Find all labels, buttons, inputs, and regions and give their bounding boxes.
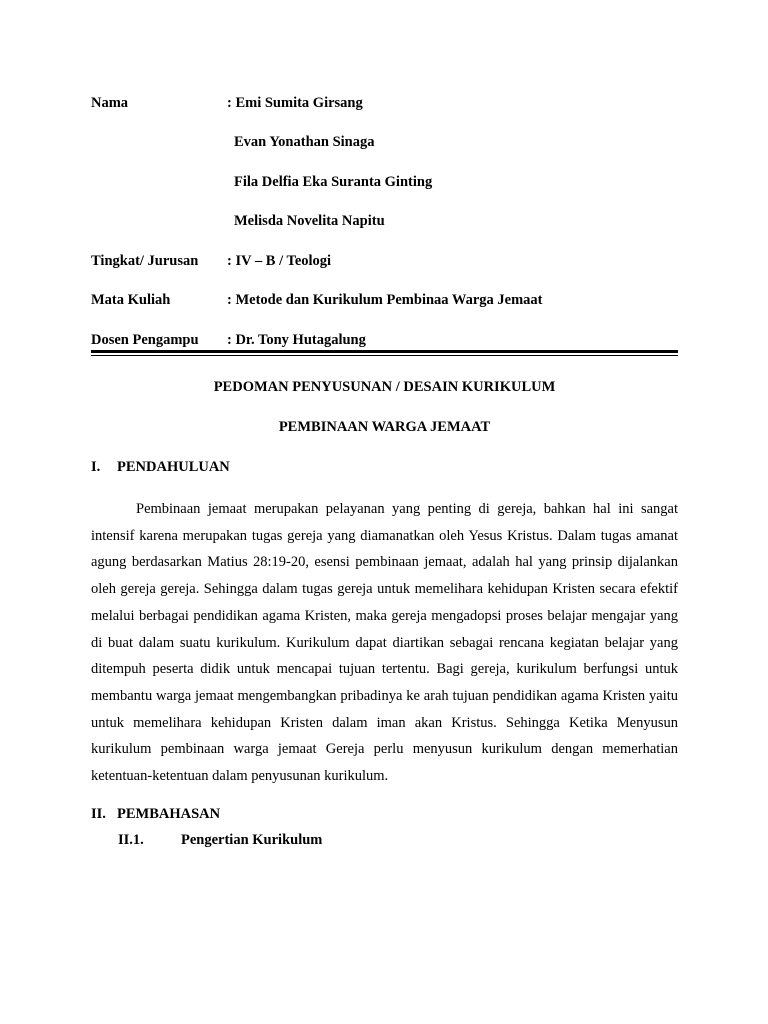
section-number: II. [91,806,106,822]
member-name: Melisda Novelita Napitu [234,213,385,229]
matkul-label: Mata Kuliah [91,292,171,308]
subsection-heading [118,831,322,849]
member-name: Fila Delfia Eka Suranta Ginting [234,174,433,190]
header-divider-thick [91,350,678,353]
nama-value: : Emi Sumita Girsang [227,95,363,111]
subsection-number: II.1. [118,832,144,848]
matkul-row [91,291,543,309]
matkul-value: : Metode dan Kurikulum Pembinaa Warga Jemaat [227,292,543,308]
subsection-title: Pengertian Kurikulum [181,832,323,848]
body-paragraph: Pembinaan jemaat merupakan pelayanan yang penting di gereja, bahkan hal ini sangat intensif karena merupakan tugas gereja yang diamanatkan oleh Yesus Kristus. Dalam tugas amanat agung berdasarkan Matius 28:19-20, esensi pembinaan jemaat, adalah hal yang prinsip dijalankan oleh gereja gereja. Sehingga dalam tugas gereja untuk memelihara kehidupan Kristen secara efektif melalui berbagai pendidikan agama Kristen, maka gereja mengadopsi proses belajar mengajar yang di buat dalam suatu kurikulum. Kurikulum dapat diartikan sebagai rencana kegiatan belajar yang ditempuh peserta didik untuk mencapai tujuan tertentu. Bagi gereja, kurikulum berfungsi untuk membantu warga jemaat mengembangkan pribadinya ke arah tujuan pendidikan agama Kristen yaitu untuk memelihara kehidupan Kristen dalam iman akan Kristus. Sehingga Ketika Menyusun kurikulum pembinaan warga jemaat Gereja perlu menyusun kurikulum dengan memerhatian ketentuan-ketentuan dalam penyusunan kurikulum. [91,501,678,785]
nama-label: Nama [91,95,129,111]
tingkat-value: : IV – B / Teologi [227,253,332,269]
nama-row [91,94,363,112]
dosen-row [91,331,366,349]
document-title: PEDOMAN PENYUSUNAN / DESAIN KURIKULUM [213,379,556,395]
tingkat-row [91,252,331,270]
tingkat-label: Tingkat/ Jurusan [91,253,199,269]
dosen-value: : Dr. Tony Hutagalung [227,332,366,348]
member-name: Evan Yonathan Sinaga [234,134,375,150]
section-heading [91,805,220,823]
section-number: I. [91,459,101,475]
header-divider-thin [91,355,678,356]
document-subtitle: PEMBINAAN WARGA JEMAAT [278,419,491,435]
section-heading [91,458,230,476]
dosen-label: Dosen Pengampu [91,332,199,348]
section-title: PEMBAHASAN [117,806,221,822]
section-title: PENDAHULUAN [117,459,230,475]
